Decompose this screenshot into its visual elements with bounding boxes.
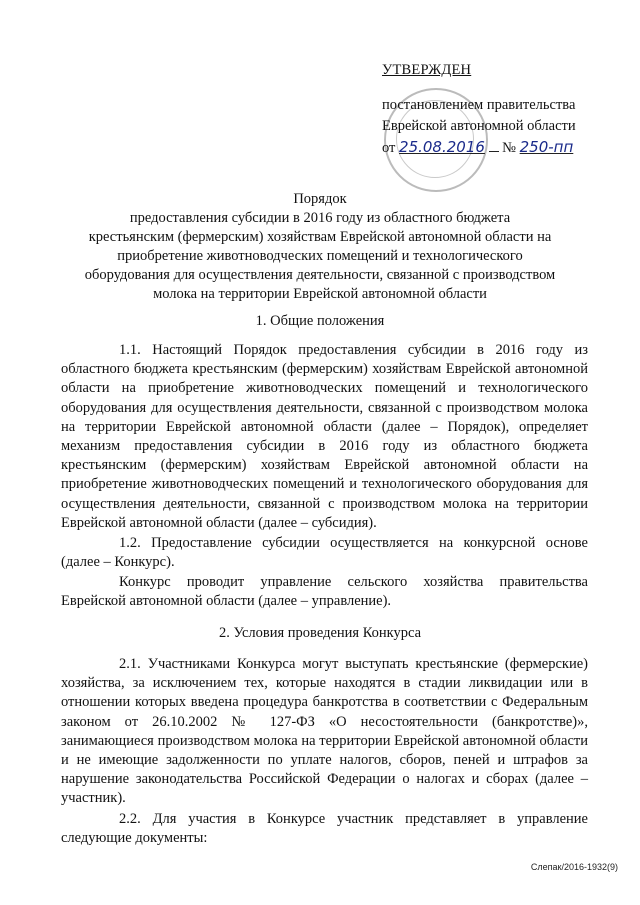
approval-title: УТВЕРЖДЕН: [382, 62, 472, 78]
section-2-heading: 2. Условия проведения Конкурса: [218, 625, 422, 641]
number-prefix: №: [502, 140, 517, 156]
title-line-3: крестьянским (фермерским) хозяйствам Еврейской автономной области на: [88, 229, 552, 245]
paragraph-1-2: 1.2. Предоставление субсидии осуществляется на конкурсной основе (далее – Конкурс).: [61, 535, 588, 571]
paragraph-2-2: 2.2. Для участия в Конкурсе участник представляет в управление следующие документы:: [61, 811, 588, 847]
paragraph-1-3: Конкурс проводит управление сельского хозяйства правительства Еврейской автономной области (далее – управление).: [61, 574, 588, 610]
approval-date: 25.08.2016: [399, 138, 485, 156]
approval-block: [382, 60, 622, 159]
title-line-6: молока на территории Еврейской автономной области: [153, 286, 487, 302]
section-1-heading: 1. Общие положения: [255, 313, 385, 329]
date-prefix: от: [382, 140, 396, 156]
approval-line-1: постановлением правительства: [382, 97, 576, 113]
title-line-5: оборудования для осуществления деятельности, связанной с производством: [84, 267, 556, 283]
approval-line-2: Еврейской автономной области: [382, 118, 576, 134]
title-line-1: Порядок: [293, 191, 347, 207]
paragraph-1-1: 1.1. Настоящий Порядок предоставления субсидии в 2016 году из областного бюджета крестьянским (фермерским) хозяйствам Еврейской автономной области на приобретение животноводческих помещений и технологического оборудования для осуществления деятельности, связанной с производством молока на территории Еврейской автономной области (далее – Порядок), определяет механизм предоставления субсидии в 2016 году из областного бюджета крестьянским (фермерским) хозяйствам Еврейской автономной области на приобретение животноводческих помещений и технологического оборудования для осуществления деятельности, связанной с производством молока на территории Еврейской автономной области (далее – субсидия).: [61, 342, 588, 531]
title-line-4: приобретение животноводческих помещений и технологического: [117, 248, 523, 264]
approval-number: 250-пп: [519, 138, 574, 156]
title-line-2: предоставления субсидии в 2016 году из областного бюджета: [129, 210, 511, 226]
document-title: [60, 190, 580, 304]
footer-doc-code: Слепак/2016-1932(9): [530, 862, 618, 872]
paragraph-2-1: 2.1. Участниками Конкурса могут выступать крестьянские (фермерские) хозяйства, за исключением тех, которые находятся в стадии ликвидации или в отношении которых введена процедура банкротства в соответствии с Федеральным законом от 26.10.2002 № 127-ФЗ «О несостоятельности (банкротстве)», занимающиеся производством молока на территории Еврейской автономной области и не имеющие задолженности по уплате налогов, сборов, пеней и штрафов за нарушение законодательства Российской Федерации о налогах и сборах (далее – участник).: [61, 656, 588, 807]
